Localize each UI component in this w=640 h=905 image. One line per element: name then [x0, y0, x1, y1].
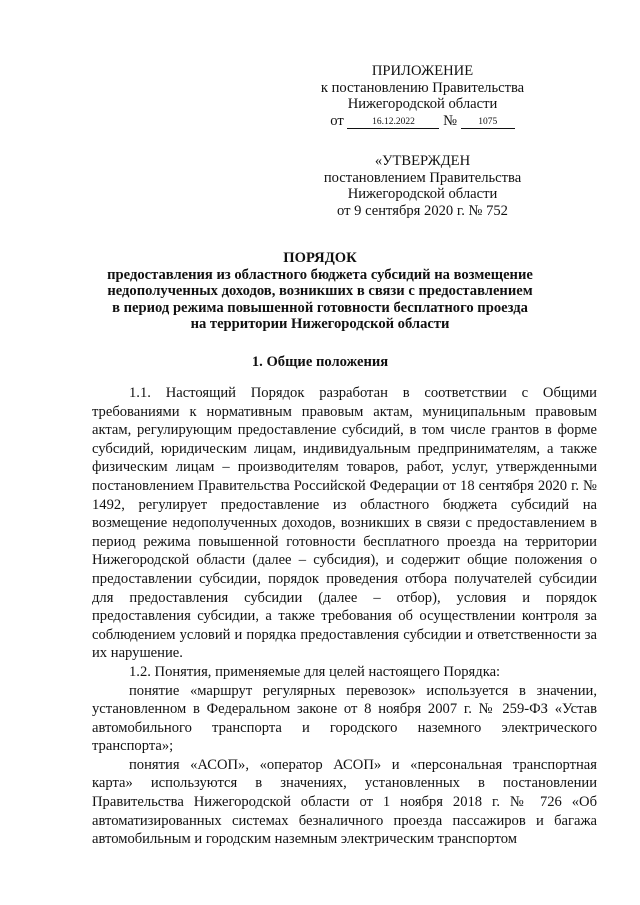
appendix-line-2: Нижегородской области	[347, 96, 498, 112]
paragraph: 1.1. Настоящий Порядок разработан в соответствии с Общими требованиями к нормативным правовым актам, муниципальным правовым актам, регулирующим предоставление субсидий, в том числе грантов в форме субсидий, юридическим лицам, индивидуальным предпринимателям, а также физическим лицам – производителям товаров, работ, услуг, утвержденными постановлением Правительства Российской Федерации от 18 сентября 2020 г. № 1492, регулирует предоставление из областного бюджета субсидий на возмещение недополученных доходов, возникших в связи с предоставлением в период режима повышенной готовности бесплатного проезда на территории Нижегородской области (далее – субсидия), и содержит общие положения о предоставлении субсидии, порядок проведения отбора получателей субсидии для предоставления субсидии (далее – отбор), условия и порядок предоставления субсидии, а также требования об осуществлении контроля за соблюдением условий и порядка предоставления субсидии и ответственности за их нарушение.	[92, 385, 597, 662]
appendix-title: ПРИЛОЖЕНИЕ	[371, 63, 474, 79]
paragraph: 1.2. Понятия, применяемые для целей настоящего Порядка:	[129, 663, 501, 680]
approved-line-3: Нижегородской области	[347, 186, 498, 202]
approved-line-2: постановлением Правительства	[323, 169, 522, 186]
title-sub-4: на территории Нижегородской области	[190, 316, 450, 332]
number-label: №	[443, 112, 458, 129]
approved-line-4: от 9 сентября 2020 г. № 752	[337, 202, 508, 219]
document-body	[92, 384, 597, 849]
from-label: от	[330, 112, 344, 129]
approved-block	[305, 153, 540, 219]
resolution-number: 1075	[461, 117, 515, 129]
title-sub-3: в период режима повышенной готовности бесплатного проезда	[112, 299, 528, 316]
appendix-date-line	[305, 113, 540, 130]
title-sub-1: предоставления из областного бюджета субсидий на возмещение	[107, 266, 533, 283]
paragraph: понятие «маршрут регулярных перевозок» используется в значении, установленном в Федеральном законе от 8 ноября 2007 г. № 259-ФЗ «Устав автомобильного транспорта и городского наземного электрического транспорта»;	[92, 682, 597, 755]
title-main: ПОРЯДОК	[283, 250, 357, 266]
approved-line-1: «УТВЕРЖДЕН	[374, 153, 471, 169]
title-sub-2: недополученных доходов, возникших в связи с предоставлением	[107, 283, 533, 299]
appendix-line-1: к постановлению Правительства	[320, 79, 525, 96]
section-heading: 1. Общие положения	[251, 354, 389, 370]
resolution-date: 16.12.2022	[347, 117, 439, 129]
paragraph: понятия «АСОП», «оператор АСОП» и «персональная транспортная карта» используются в значениях, установленных в постановлении Правительства Нижегородской области от 1 ноября 2018 г. № 726 «Об автоматизированных системах безналичного проезда пассажиров и багажа автомобильным и городским наземным электрическим транспортом	[92, 756, 597, 848]
document-title	[95, 250, 545, 333]
appendix-header	[305, 63, 540, 130]
